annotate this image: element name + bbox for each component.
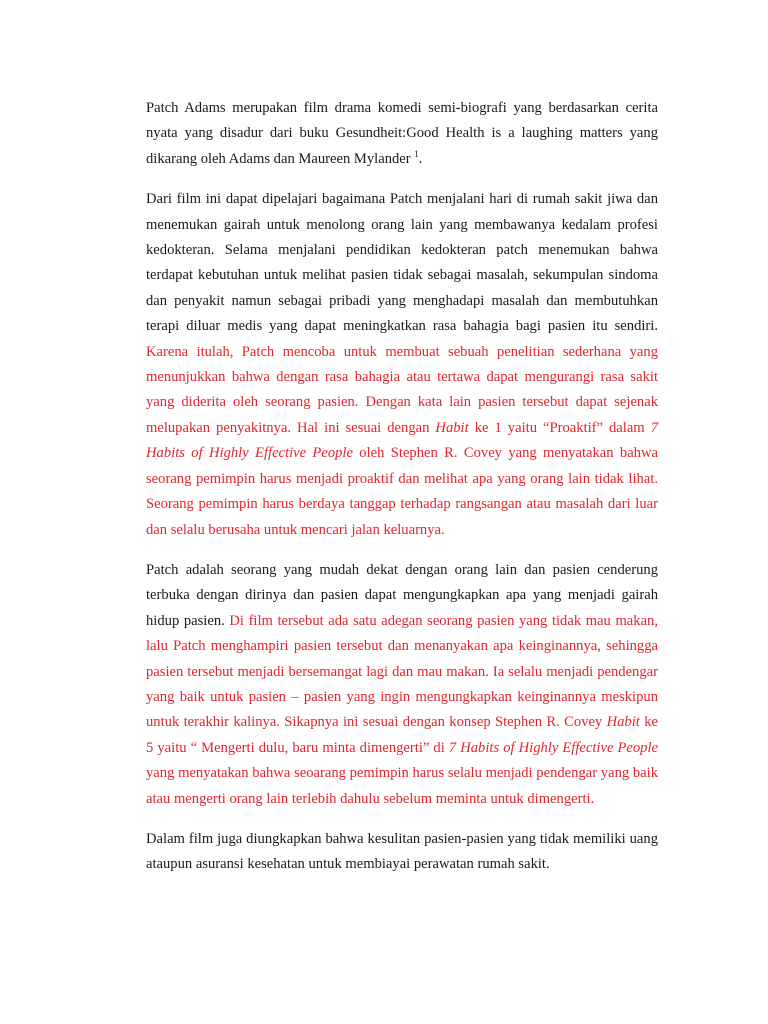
- text-segment: Dari film ini dapat dipelajari bagaimana Patch menjalani hari di rumah sakit jiwa dan menemukan gairah untuk menolong orang lain yang membawanya kedalam profesi kedokteran. Selama menjalani pendidikan kedokteran patch menemukan bahwa terdapat kebutuhan untuk melihat pasien tidak sebagai masalah, sekumpulan sindoma dan penyakit namun sebagai pribadi yang menghadapi masalah dan membutuhkan terapi diluar medis yang dapat meningkatkan rasa bahagia bagi pasien itu sendiri.: [146, 191, 658, 335]
- highlighted-italic-text: Habit: [435, 419, 469, 436]
- footnote-marker: 1: [414, 148, 419, 159]
- paragraph-intro: [146, 96, 658, 172]
- text-segment: Dalam film juga diungkapkan bahwa kesulitan pasien-pasien yang tidak memiliki uang ataupun asuransi kesehatan untuk membiayai perawatan rumah sakit.: [146, 830, 658, 873]
- paragraph-insurance: [146, 827, 658, 878]
- highlighted-text: Di film tersebut ada satu adegan seorang pasien yang tidak mau makan, lalu Patch menghampiri pasien tersebut dan menanyakan apa keinginannya, sehingga pasien tersebut menjadi bersemangat lagi dan mau makan. Ia selalu menjadi pendengar yang baik untuk pasien – pasien yang ingin mengungkapkan keinginannya meskipun untuk terakhir kalinya. Sikapnya ini sesuai dengan konsep Stephen R. Covey: [146, 612, 658, 731]
- highlighted-text: ke 5 yaitu “ Mengerti dulu, baru minta dimengerti” di: [146, 714, 658, 756]
- text-segment: .: [418, 150, 423, 167]
- text-segment: Patch Adams merupakan film drama komedi semi-biografi yang berdasarkan cerita nyata yang disadur dari buku Gesundheit:Good Health is a laughing matters yang dikarang oleh Adams dan Maureen Mylander: [146, 100, 658, 167]
- highlighted-text: yang menyatakan bahwa seoarang pemimpin harus selalu menjadi pendengar yang baik atau mengerti orang lain terlebih dahulu sebelum meminta untuk dimengerti.: [146, 765, 658, 807]
- paragraph-proactive: [146, 187, 658, 543]
- highlighted-text: oleh Stephen R. Covey yang menyatakan bahwa seorang pemimpin harus menjadi proaktif dan melihat apa yang orang lain tidak lihat. Seorang pemimpin harus berdaya tanggap terhadap rangsangan atau masalah dari luar dan selalu berusaha untuk mencari jalan keluarnya.: [146, 445, 658, 538]
- highlighted-text: Karena itulah, Patch mencoba untuk membuat sebuah penelitian sederhana yang menunjukkan bahwa dengan rasa bahagia atau tertawa dapat mengurangi rasa sakit yang diderita oleh seorang pasien. Dengan kata lain pasien tersebut dapat sejenak melupakan penyakitnya. Hal ini sesuai dengan: [146, 343, 658, 436]
- book-title: 7 Habits of Highly Effective People: [448, 739, 659, 756]
- text-segment: Patch adalah seorang yang mudah dekat dengan orang lain dan pasien cenderung terbuka dengan dirinya dan pasien dapat mengungkapkan apa yang menjadi gairah hidup pasien.: [146, 561, 658, 629]
- paragraph-listening: [146, 558, 658, 812]
- highlighted-italic-text: Habit: [606, 714, 640, 731]
- book-title: 7 Habits of Highly Effective People: [146, 419, 658, 462]
- highlighted-text: ke 1 yaitu “Proaktif” dalam: [468, 419, 651, 436]
